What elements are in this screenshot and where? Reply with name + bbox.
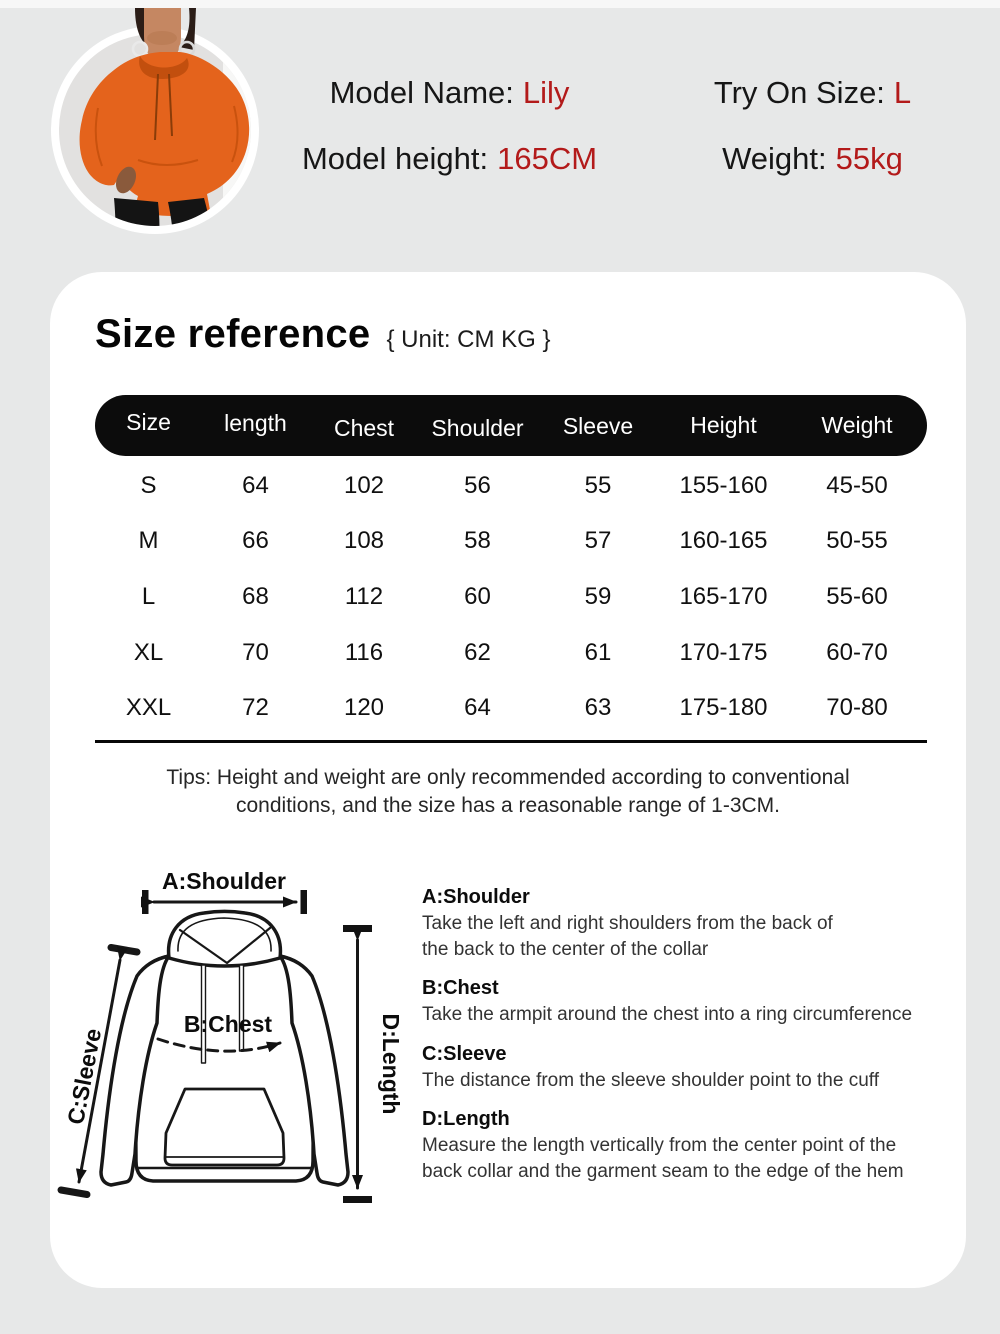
model-weight-field [631,126,994,192]
tips-line-1: Tips: Height and weight are only recommended according to conventional [166,766,850,789]
cell-length: 72 [242,694,269,722]
table-row [95,458,927,514]
model-weight-label: Weight: [722,141,827,176]
unit-note: { Unit: CM KG } [386,326,551,353]
desc-chest-line-1: Take the armpit around the chest into a ring circumference [422,1004,913,1025]
cell-height: 160-165 [679,527,768,555]
cell-weight: 55-60 [826,582,888,610]
cell-length: 70 [242,638,269,666]
desc-shoulder-line-1: Take the left and right shoulders from the back of [422,913,833,934]
desc-shoulder-line-2: the back to the center of the collar [422,938,709,960]
model-name-field [268,60,631,126]
cell-height: 170-175 [679,638,768,666]
desc-sleeve-heading: C:Sleeve [422,1042,507,1065]
size-reference-title-row [95,312,551,357]
cell-shoulder: 56 [464,471,491,499]
col-header-size: Size [126,409,171,435]
tips-line-2: conditions, and the size has a reasonable range of 1-3CM. [235,794,780,817]
desc-shoulder-heading: A:Shoulder [422,886,530,908]
cell-chest: 120 [343,694,385,722]
table-row [95,625,927,681]
a-arrow-right-bar [301,890,308,914]
desc-sleeve [422,1041,967,1094]
cell-shoulder: 60 [464,582,491,610]
model-name-label: Model Name: [329,75,514,110]
diagram-label-chest: B:Chest [183,1011,273,1037]
desc-chest [422,975,967,1028]
model-photo [40,8,270,260]
cell-sleeve: 59 [584,582,612,610]
measurement-diagram [52,856,437,1229]
try-on-size-field [631,60,994,126]
cell-sleeve: 61 [584,638,612,666]
try-on-size-label: Try On Size: [713,75,885,110]
col-header-sleeve: Sleeve [562,413,634,439]
diagram-label-sleeve: C:Sleeve [62,1026,107,1127]
hoodie-hood [169,912,281,967]
cell-weight: 50-55 [826,527,888,555]
d-arrow-top-bar [343,925,372,932]
cell-shoulder: 62 [464,638,491,666]
desc-shoulder [422,884,967,962]
hoodie-pocket [165,1089,284,1165]
c-arrow-top-bar [111,948,137,953]
cell-size: S [140,471,157,499]
table-bottom-divider [95,740,927,743]
table-row [95,569,927,625]
table-row [95,680,927,736]
drawstring-right [240,965,244,1051]
top-light-strip [0,0,1000,8]
try-on-size-value: L [893,75,912,110]
model-height-field [268,126,631,192]
model-info-grid [268,60,994,194]
col-header-weight: Weight [821,412,893,438]
cell-height: 165-170 [679,582,768,610]
model-height-value: 165CM [497,141,598,176]
cell-size: L [141,582,156,610]
size-table-header [95,395,927,456]
desc-length-line-2: back collar and the garment seam to the edge of the hem [422,1160,904,1182]
cell-size: XL [133,638,164,666]
page-title: Size reference [95,312,371,356]
d-arrow-bottom-bar [343,1196,372,1203]
cell-length: 64 [242,471,269,499]
cell-chest: 112 [344,582,384,610]
cell-length: 66 [242,527,269,555]
cell-size: XXL [125,694,172,722]
diagram-label-length: D:Length [378,1013,404,1115]
size-reference-card [50,272,966,1288]
cell-height: 175-180 [679,694,768,722]
cell-height: 155-160 [679,471,768,499]
desc-length [422,1106,967,1184]
desc-length-heading: D:Length [422,1108,510,1130]
cell-size: M [138,527,159,555]
a-arrow-left-bar [142,890,149,914]
cell-shoulder: 58 [464,527,491,555]
desc-chest-heading: B:Chest [422,977,499,999]
cell-chest: 108 [343,527,385,555]
col-header-height: Height [690,412,757,438]
model-photo-illustration [40,8,270,260]
cell-chest: 116 [344,638,384,666]
cell-chest: 102 [343,471,385,499]
hoodie-diagram-svg [52,856,437,1224]
cell-weight: 70-80 [826,694,888,722]
desc-sleeve-line-1: The distance from the sleeve shoulder point to the cuff [422,1069,879,1091]
cell-sleeve: 57 [584,527,612,555]
model-height-label: Model height: [301,141,489,176]
measurement-descriptions [422,884,967,1197]
model-weight-value: 55kg [835,141,903,176]
model-name-value: Lily [522,75,570,110]
col-header-length: length [224,410,287,436]
cell-weight: 45-50 [826,471,888,499]
cell-sleeve: 55 [584,471,612,499]
cell-sleeve: 63 [584,694,612,722]
size-table-body [95,458,927,736]
table-row [95,514,927,570]
tips-note [50,764,966,820]
diagram-label-shoulder: A:Shoulder [162,868,286,894]
cell-weight: 60-70 [826,638,888,666]
cell-shoulder: 64 [464,694,491,722]
col-header-shoulder: Shoulder [431,415,524,441]
c-arrow-bottom-bar [61,1190,87,1195]
desc-length-line-1: Measure the length vertically from the center point of the [422,1135,897,1156]
cell-length: 68 [242,582,269,610]
col-header-chest: Chest [333,415,395,441]
